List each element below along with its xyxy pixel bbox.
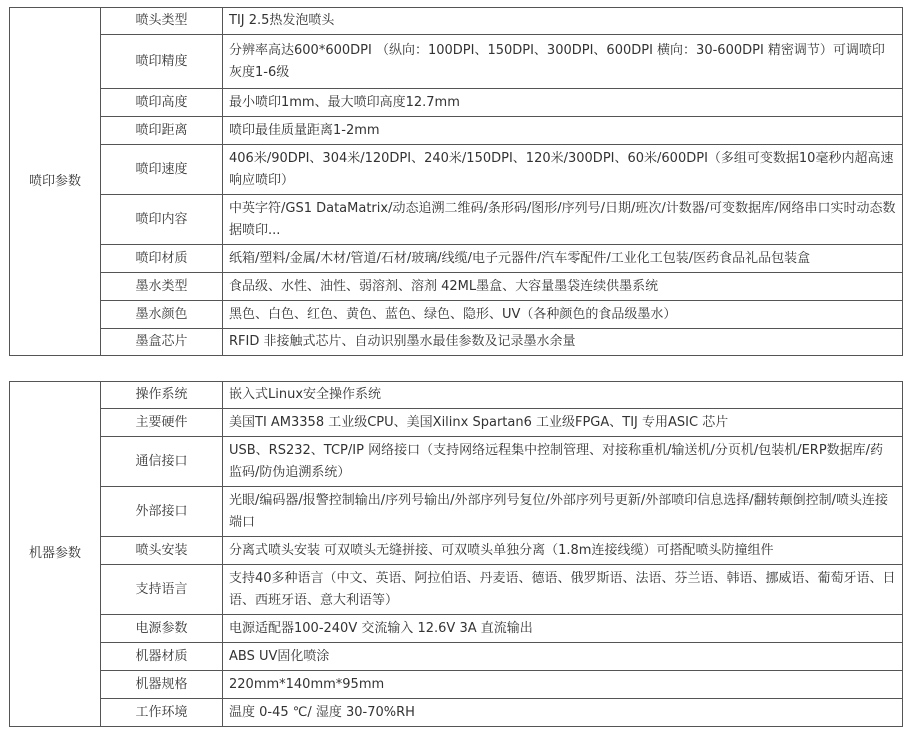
row-value: 分离式喷头安装 可双喷头无缝拼接、可双喷头单独分离（1.8m连接线缆）可搭配喷头防撞组件 xyxy=(223,537,903,565)
row-value: RFID 非接触式芯片、自动识别墨水最佳参数及记录墨水余量 xyxy=(223,329,903,356)
row-key: 支持语言 xyxy=(101,565,223,615)
row-key: 主要硬件 xyxy=(101,409,223,437)
table-row xyxy=(10,537,903,565)
row-key: 机器材质 xyxy=(101,643,223,671)
table-row xyxy=(10,195,903,245)
row-value: 温度 0-45 ℃/ 湿度 30-70%RH xyxy=(223,699,903,727)
table-row xyxy=(10,615,903,643)
table-row xyxy=(10,89,903,117)
row-value: TIJ 2.5热发泡喷头 xyxy=(223,8,903,35)
row-key: 喷印内容 xyxy=(101,195,223,245)
row-value: 纸箱/塑料/金属/木材/管道/石材/玻璃/线缆/电子元器件/汽车零配件/工业化工包装/医药食品礼品包装盒 xyxy=(223,245,903,273)
table-row xyxy=(10,699,903,727)
row-value: 光眼/编码器/报警控制输出/序列号输出/外部序列号复位/外部序列号更新/外部喷印信息选择/翻转颠倒控制/喷头连接端口 xyxy=(223,487,903,537)
row-key: 喷头安装 xyxy=(101,537,223,565)
row-value: USB、RS232、TCP/IP 网络接口（支持网络远程集中控制管理、对接称重机/输送机/分页机/包装机/ERP数据库/药监码/防伪追溯系统） xyxy=(223,437,903,487)
row-key: 墨水类型 xyxy=(101,273,223,301)
row-value: 食品级、水性、油性、弱溶剂、溶剂 42ML墨盒、大容量墨袋连续供墨系统 xyxy=(223,273,903,301)
machine-params-table xyxy=(9,381,903,727)
table-row xyxy=(10,643,903,671)
table-row xyxy=(10,35,903,89)
row-key: 喷印高度 xyxy=(101,89,223,117)
row-value: 最小喷印1mm、最大喷印高度12.7mm xyxy=(223,89,903,117)
table-row xyxy=(10,565,903,615)
group-label: 机器参数 xyxy=(10,382,101,727)
row-value: 支持40多种语言（中文、英语、阿拉伯语、丹麦语、德语、俄罗斯语、法语、芬兰语、韩语、挪威语、葡萄牙语、日语、西班牙语、意大利语等） xyxy=(223,565,903,615)
row-value: ABS UV固化喷涂 xyxy=(223,643,903,671)
table-row xyxy=(10,671,903,699)
row-value: 黑色、白色、红色、黄色、蓝色、绿色、隐形、UV（各种颜色的食品级墨水） xyxy=(223,301,903,329)
row-key: 喷印精度 xyxy=(101,35,223,89)
table-row xyxy=(10,329,903,356)
row-key: 外部接口 xyxy=(101,487,223,537)
row-value: 嵌入式Linux安全操作系统 xyxy=(223,382,903,409)
table-row xyxy=(10,301,903,329)
row-key: 喷印材质 xyxy=(101,245,223,273)
table-row xyxy=(10,437,903,487)
row-key: 喷头类型 xyxy=(101,8,223,35)
table-row xyxy=(10,117,903,145)
row-key: 操作系统 xyxy=(101,382,223,409)
row-value: 美国TI AM3358 工业级CPU、美国Xilinx Spartan6 工业级FPGA、TIJ 专用ASIC 芯片 xyxy=(223,409,903,437)
table-row xyxy=(10,409,903,437)
table-row xyxy=(10,382,903,409)
print-params-table xyxy=(9,7,903,356)
group-label: 喷印参数 xyxy=(10,8,101,356)
table-row xyxy=(10,273,903,301)
table-row xyxy=(10,8,903,35)
row-value: 中英字符/GS1 DataMatrix/动态追溯二维码/条形码/图形/序列号/日期/班次/计数器/可变数据库/网络串口实时动态数据喷印... xyxy=(223,195,903,245)
row-key: 喷印速度 xyxy=(101,145,223,195)
row-key: 通信接口 xyxy=(101,437,223,487)
row-value: 220mm*140mm*95mm xyxy=(223,671,903,699)
row-key: 机器规格 xyxy=(101,671,223,699)
row-key: 工作环境 xyxy=(101,699,223,727)
row-key: 电源参数 xyxy=(101,615,223,643)
table-row xyxy=(10,487,903,537)
row-value: 喷印最佳质量距离1-2mm xyxy=(223,117,903,145)
row-key: 墨水颜色 xyxy=(101,301,223,329)
table-row xyxy=(10,145,903,195)
row-value: 电源适配器100-240V 交流输入 12.6V 3A 直流输出 xyxy=(223,615,903,643)
row-key: 墨盒芯片 xyxy=(101,329,223,356)
row-value: 406米/90DPI、304米/120DPI、240米/150DPI、120米/300DPI、60米/600DPI（多组可变数据10毫秒内超高速响应喷印） xyxy=(223,145,903,195)
table-row xyxy=(10,245,903,273)
row-key: 喷印距离 xyxy=(101,117,223,145)
row-value: 分辨率高达600*600DPI （纵向：100DPI、150DPI、300DPI、600DPI 横向：30-600DPI 精密调节）可调喷印灰度1-6级 xyxy=(223,35,903,89)
